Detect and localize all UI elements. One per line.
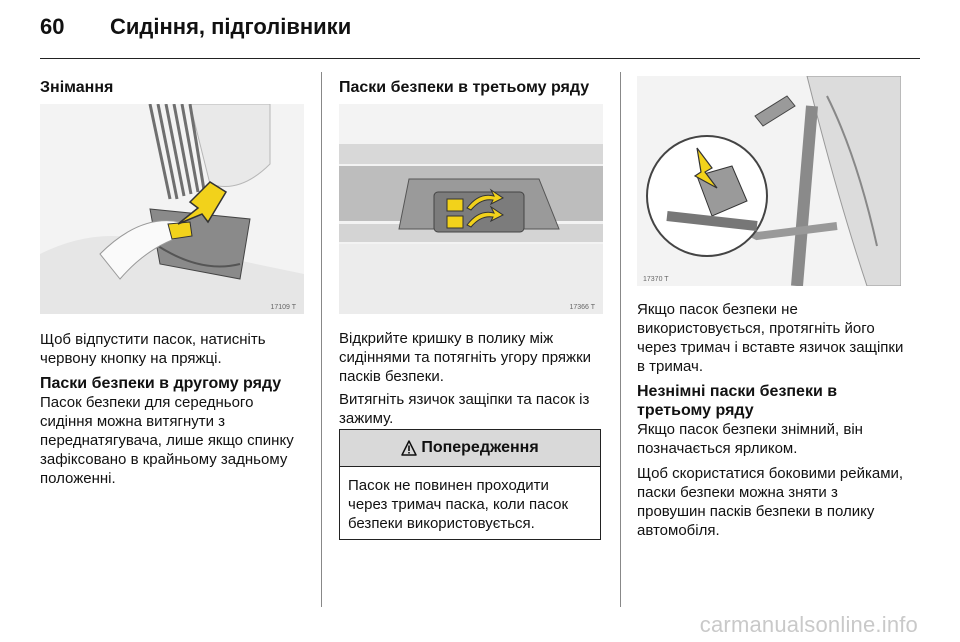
figure-seatbelt-buckle-release <box>40 104 304 314</box>
paragraph-release-belt: Щоб відпустити пасок, натисніть червону кнопку на пряжці. <box>40 331 266 367</box>
figure-belt-holder <box>637 76 901 286</box>
paragraph-pull-tongue: Витягніть язичок защіпки та пасок із зажиму. <box>339 391 590 427</box>
column-divider-1 <box>321 72 322 607</box>
watermark: carmanualsonline.info <box>699 612 918 637</box>
paragraph-removable-label: Якщо пасок безпеки знімний, він позначається ярликом. <box>637 421 863 457</box>
section-heading-non-removable: Незнімні паски безпеки в третьому ряду <box>637 383 838 419</box>
column-2-text <box>339 329 603 428</box>
buckle-illustration <box>40 104 304 314</box>
warning-title: Попередження <box>421 439 539 456</box>
floor-compartment-illustration <box>339 104 603 314</box>
paragraph-second-row: Пасок безпеки для середнього сидіння можна витягнути з переднатягувача, лише якщо спинку зафіксовано в крайньому задньому положенні. <box>40 394 294 487</box>
warning-box <box>339 429 601 540</box>
page-title: Сидіння, підголівники <box>110 14 352 39</box>
column-divider-2 <box>620 72 621 607</box>
figure-id: 17370 T <box>643 276 669 283</box>
section-heading-removal: Знімання <box>40 79 114 96</box>
section-heading-third-row: Паски безпеки в третьому ряду <box>339 79 590 96</box>
paragraph-belt-unused: Якщо пасок безпеки не використовується, протягніть його через тримач і вставте язичок защіпки в тримач. <box>637 301 904 375</box>
figure-third-row-buckles <box>339 104 603 314</box>
warning-header <box>340 430 600 467</box>
warning-text: Пасок не повинен проходити через тримач паска, коли пасок безпеки використовується. <box>348 477 569 532</box>
figure-id: 17366 T <box>569 304 595 311</box>
paragraph-side-rails: Щоб скористатися боковими рейками, паски безпеки можна зняти з провушин пасків безпеки в полику автомобіля. <box>637 465 904 539</box>
section-heading-second-row: Паски безпеки в другому ряду <box>40 375 282 392</box>
warning-triangle-icon <box>401 440 417 456</box>
header-rule <box>40 58 920 59</box>
figure-id: 17109 T <box>270 304 296 311</box>
page-header <box>40 14 351 46</box>
page-number: 60 <box>40 14 65 39</box>
column-3-text <box>637 300 907 540</box>
paragraph-open-cover: Відкрийте кришку в полику між сидіннями та потягніть угору пряжки пасків безпеки. <box>339 330 592 385</box>
column-1 <box>40 78 308 97</box>
column-2 <box>339 78 603 97</box>
belt-holder-illustration <box>637 76 901 286</box>
column-1-text <box>40 330 308 488</box>
